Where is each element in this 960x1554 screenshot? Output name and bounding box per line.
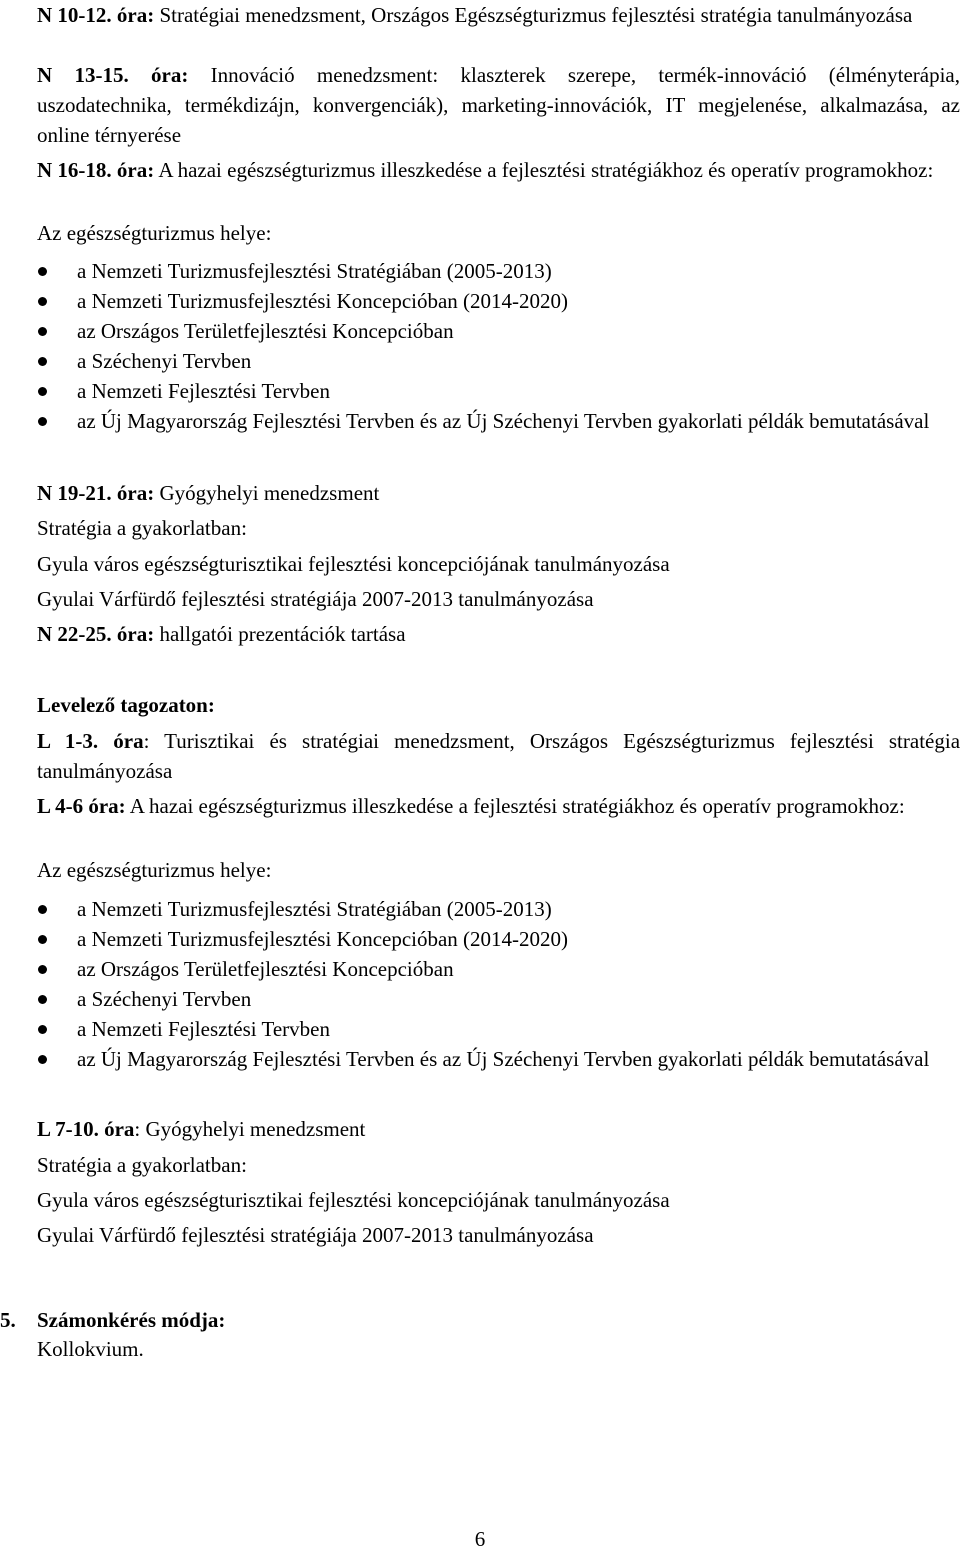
n-16-18-block	[37, 155, 960, 185]
session-text: Stratégiai menedzsment, Országos Egészségturizmus fejlesztési stratégia tanulmányozása	[154, 3, 913, 27]
n-22-25-block	[37, 619, 960, 649]
list-item: a Nemzeti Turizmusfejlesztési Koncepcióban (2014-2020)	[37, 924, 960, 954]
strategia-label: Stratégia a gyakorlatban:	[37, 516, 247, 540]
list-item: a Nemzeti Fejlesztési Tervben	[37, 376, 960, 406]
list-item: a Széchenyi Tervben	[37, 984, 960, 1014]
n-19-21-block	[37, 478, 960, 508]
session-code: N 16-18. óra:	[37, 158, 155, 182]
strategia-label: Stratégia a gyakorlatban:	[37, 1153, 247, 1177]
session-text: Gyógyhelyi menedzsment	[154, 481, 380, 505]
session-code: N 22-25. óra:	[37, 622, 155, 646]
list-item: a Széchenyi Tervben	[37, 346, 960, 376]
session-code: L 4-6 óra:	[37, 794, 126, 818]
list-item: a Nemzeti Turizmusfejlesztési Stratégiában (2005-2013)	[37, 894, 960, 924]
session-code: N 10-12. óra:	[37, 3, 155, 27]
session-code: L 1-3.	[37, 729, 99, 753]
session-code: N 13-15. óra:	[37, 63, 189, 87]
bullet-icon	[38, 417, 47, 426]
list-item: az Új Magyarország Fejlesztési Tervben és az Új Széchenyi Tervben gyakorlati példák bemutatásával	[37, 1044, 960, 1074]
session-text: hallgatói prezentációk tartása	[154, 622, 406, 646]
session-code: N 19-21. óra:	[37, 481, 155, 505]
page-number: 6	[474, 1527, 486, 1551]
bullet-icon	[38, 297, 47, 306]
session-text: : Gyógyhelyi menedzsment	[134, 1117, 366, 1141]
levelezo-list	[37, 894, 960, 1074]
l-4-6-block	[37, 791, 960, 821]
session-text: Innováció menedzsment: klaszterek szerepe, termék-innováció (élményterápia, uszodatechnika, termékdizájn, konvergenciák), marketing-innovációk, IT megjelenése, alkalmazása, az online térnyerése	[37, 63, 960, 147]
section-number: 5.	[0, 1308, 16, 1332]
bullet-icon	[38, 1025, 47, 1034]
egeszsegturizmus-helye-label: Az egészségturizmus helye:	[37, 221, 272, 245]
list-item: a Nemzeti Turizmusfejlesztési Stratégiában (2005-2013)	[37, 256, 960, 286]
session-text: A hazai egészségturizmus illeszkedése a fejlesztési stratégiákhoz és operatív programokhoz:	[154, 158, 934, 182]
szamonkeres-text: Kollokvium.	[37, 1337, 144, 1361]
list-item: az Új Magyarország Fejlesztési Tervben és az Új Széchenyi Tervben gyakorlati példák bemutatásával	[37, 406, 960, 436]
bullet-icon	[38, 357, 47, 366]
levelezo-heading: Levelező tagozaton:	[37, 693, 215, 717]
list-item: a Nemzeti Turizmusfejlesztési Koncepcióban (2014-2020)	[37, 286, 960, 316]
list-item: a Nemzeti Fejlesztési Tervben	[37, 1014, 960, 1044]
session-text: : Turisztikai és stratégiai menedzsment, Országos Egészségturizmus fejlesztési stratégia tanulmányozása	[37, 729, 960, 783]
bullet-icon	[38, 267, 47, 276]
l-7-10-block: L 7-10. óra: Gyógyhelyi menedzsment	[37, 1117, 366, 1141]
n-13-15-block	[37, 60, 960, 150]
section-title: Számonkérés módja:	[37, 1308, 226, 1332]
l-1-3-block: L 1-3. óra: Turisztikai és stratégiai menedzsment, Országos Egészségturizmus fejlesztési stratégia tanulmányozása	[37, 729, 960, 783]
gyulai-varfurdo: Gyulai Várfürdő fejlesztési stratégiája 2007-2013 tanulmányozása	[37, 1223, 594, 1247]
bullet-icon	[38, 327, 47, 336]
bullet-icon	[38, 905, 47, 914]
bullet-icon	[38, 935, 47, 944]
bullet-icon	[38, 1055, 47, 1064]
session-text: A hazai egészségturizmus illeszkedése a fejlesztési stratégiákhoz és operatív programokhoz:	[125, 794, 905, 818]
egeszsegturizmus-helye-label: Az egészségturizmus helye:	[37, 858, 272, 882]
szamonkeres-heading	[0, 1305, 960, 1335]
bullet-icon	[38, 387, 47, 396]
gyula-koncepcio: Gyula város egészségturisztikai fejlesztési koncepciójának tanulmányozása	[37, 552, 670, 576]
nappali-list	[37, 256, 960, 436]
gyulai-varfurdo: Gyulai Várfürdő fejlesztési stratégiája 2007-2013 tanulmányozása	[37, 587, 594, 611]
bullet-icon	[38, 995, 47, 1004]
list-item: az Országos Területfejlesztési Koncepcióban	[37, 954, 960, 984]
n-10-12-block	[37, 0, 960, 30]
session-code: L 7-10.	[37, 1117, 99, 1141]
bullet-icon	[38, 965, 47, 974]
list-item: az Országos Területfejlesztési Koncepcióban	[37, 316, 960, 346]
gyula-koncepcio: Gyula város egészségturisztikai fejlesztési koncepciójának tanulmányozása	[37, 1188, 670, 1212]
